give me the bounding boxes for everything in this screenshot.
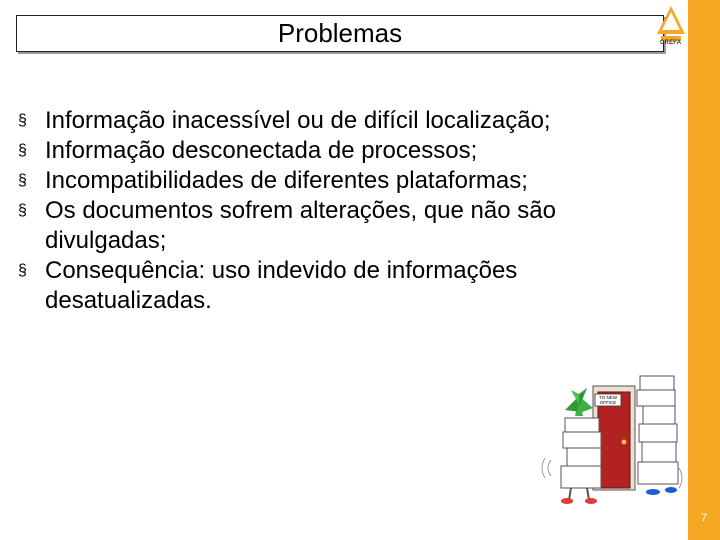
bullet-text: Os documentos sofrem alterações, que não são divulgadas; [45,197,556,254]
bullet-item [18,196,668,256]
bullet-text: Incompatibilidades de diferentes plataformas; [45,167,528,194]
bullet-marker: § [18,202,27,219]
title-box [16,15,664,52]
paper-stack-icon [561,418,601,488]
person-feet-icon [646,487,677,495]
bullet-item [18,136,668,166]
office-move-illustration [535,368,685,508]
plant-icon [565,388,593,416]
bullet-item [18,256,668,316]
bullet-marker: § [18,142,27,159]
bullet-item [18,106,668,136]
bullet-text: Informação inacessível ou de difícil localização; [45,107,551,134]
side-accent-bar [688,0,720,540]
bullet-text: Consequência: uso indevido de informações desatualizadas. [45,257,518,314]
slide-title: Problemas [277,18,403,48]
person-legs-icon [561,488,597,504]
paper-stack-icon [637,376,678,484]
bullet-text: Informação desconectada de processos; [45,137,478,164]
bullet-marker: § [18,172,27,189]
svg-text:TO NEW: TO NEW [599,395,617,400]
bullet-marker: § [18,262,27,279]
bullet-marker: § [18,112,27,129]
svg-text:OFFICE: OFFICE [599,400,617,405]
bullet-list [18,106,668,316]
page-number: 7 [700,512,708,524]
logo-text: CREFA [660,40,682,46]
bullet-item [18,166,668,196]
